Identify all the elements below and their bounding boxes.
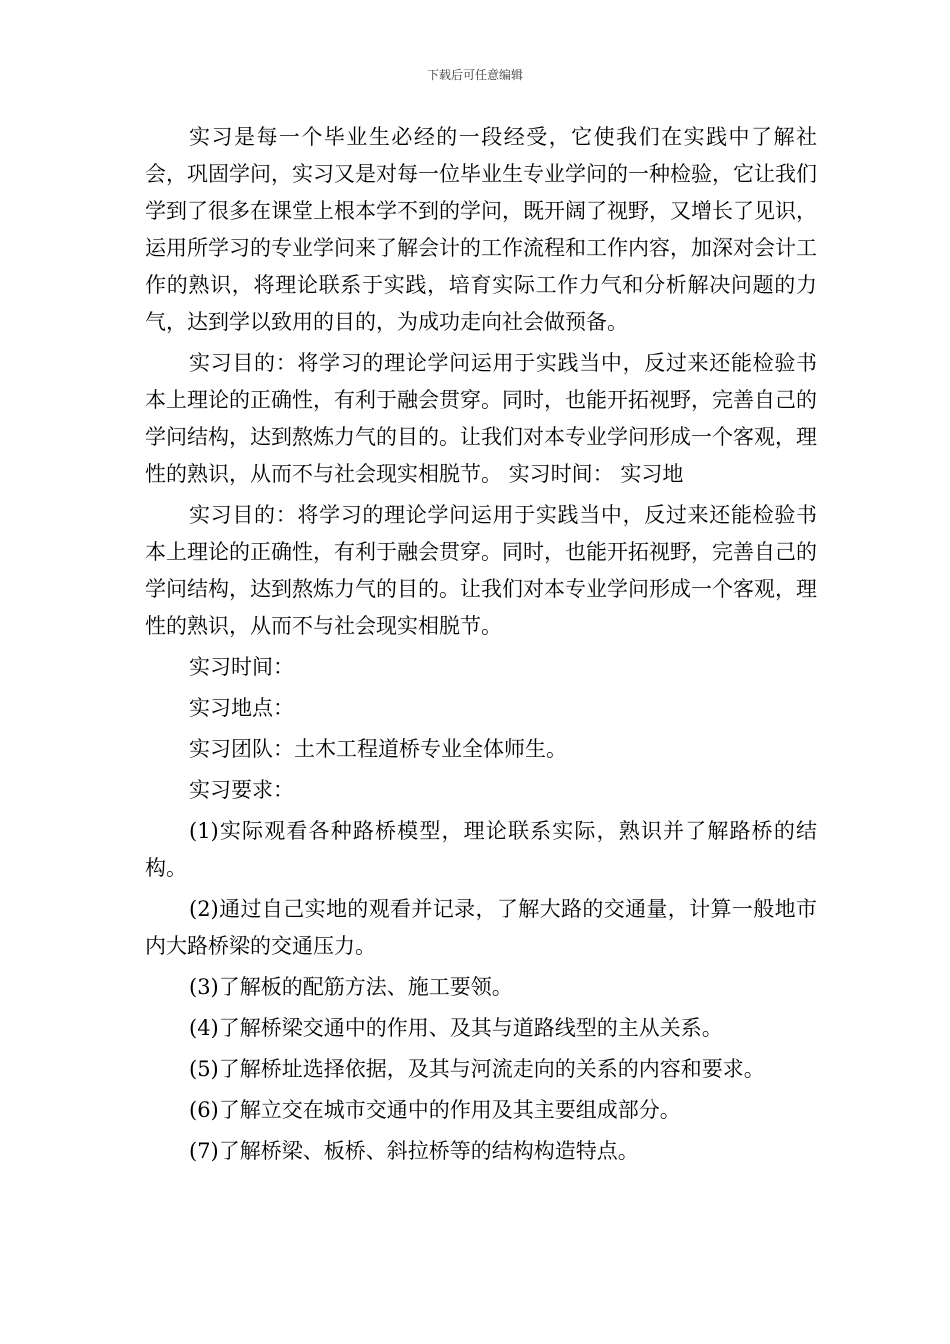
paragraph-purpose-2: 实习目的：将学习的理论学问运用于实践当中，反过来还能检验书本上理论的正确性，有利于融会贯穿。同时，也能开拓视野，完善自己的学问结构，达到熬炼力气的目的。让我们对本专业学问形成一个客观，理性的熟识，从而不与社会现实相脱节。	[145, 503, 817, 638]
requirement-item-5: (5)了解桥址选择依据，及其与河流走向的关系的内容和要求。	[189, 1057, 765, 1081]
paragraph-intro: 实习是每一个毕业生必经的一段经受，它使我们在实践中了解社会，巩固学问，实习又是对每一位毕业生专业学问的一种检验，它让我们学到了很多在课堂上根本学不到的学问，既开阔了视野，又增长了见识，运用所学习的专业学问来了解会计的工作流程和工作内容，加深对会计工作的熟识，将理论联系于实践，培育实际工作力气和分析解决问题的力气，达到学以致用的目的，为成功走向社会做预备。	[145, 125, 817, 334]
requirement-item-2: (2)通过自己实地的观看并记录，了解大路的交通量，计算一般地市内大路桥梁的交通压力。	[145, 897, 817, 958]
requirement-item-4: (4)了解桥梁交通中的作用、及其与道路线型的主从关系。	[189, 1016, 723, 1040]
paragraph-purpose-1: 实习目的：将学习的理论学问运用于实践当中，反过来还能检验书本上理论的正确性，有利于融会贯穿。同时，也能开拓视野，完善自己的学问结构，达到熬炼力气的目的。让我们对本专业学问形成一个客观，理性的熟识，从而不与社会现实相脱节。 实习时间： 实习地	[145, 351, 817, 486]
requirement-item-1: (1)实际观看各种路桥模型，理论联系实际，熟识并了解路桥的结构。	[145, 819, 817, 880]
requirement-item-7: (7)了解桥梁、板桥、斜拉桥等的结构构造特点。	[189, 1139, 639, 1163]
paragraph-time: 实习时间：	[189, 655, 294, 679]
requirement-item-3: (3)了解板的配筋方法、施工要领。	[189, 975, 513, 999]
paragraph-location: 实习地点：	[189, 696, 294, 720]
requirement-item-6: (6)了解立交在城市交通中的作用及其主要组成部分。	[189, 1098, 681, 1122]
paragraph-team: 实习团队：土木工程道桥专业全体师生。	[189, 737, 567, 761]
paragraph-requirements-heading: 实习要求：	[189, 778, 294, 802]
page-header: 下载后可任意编辑	[426, 68, 523, 82]
document-body	[145, 119, 817, 1174]
